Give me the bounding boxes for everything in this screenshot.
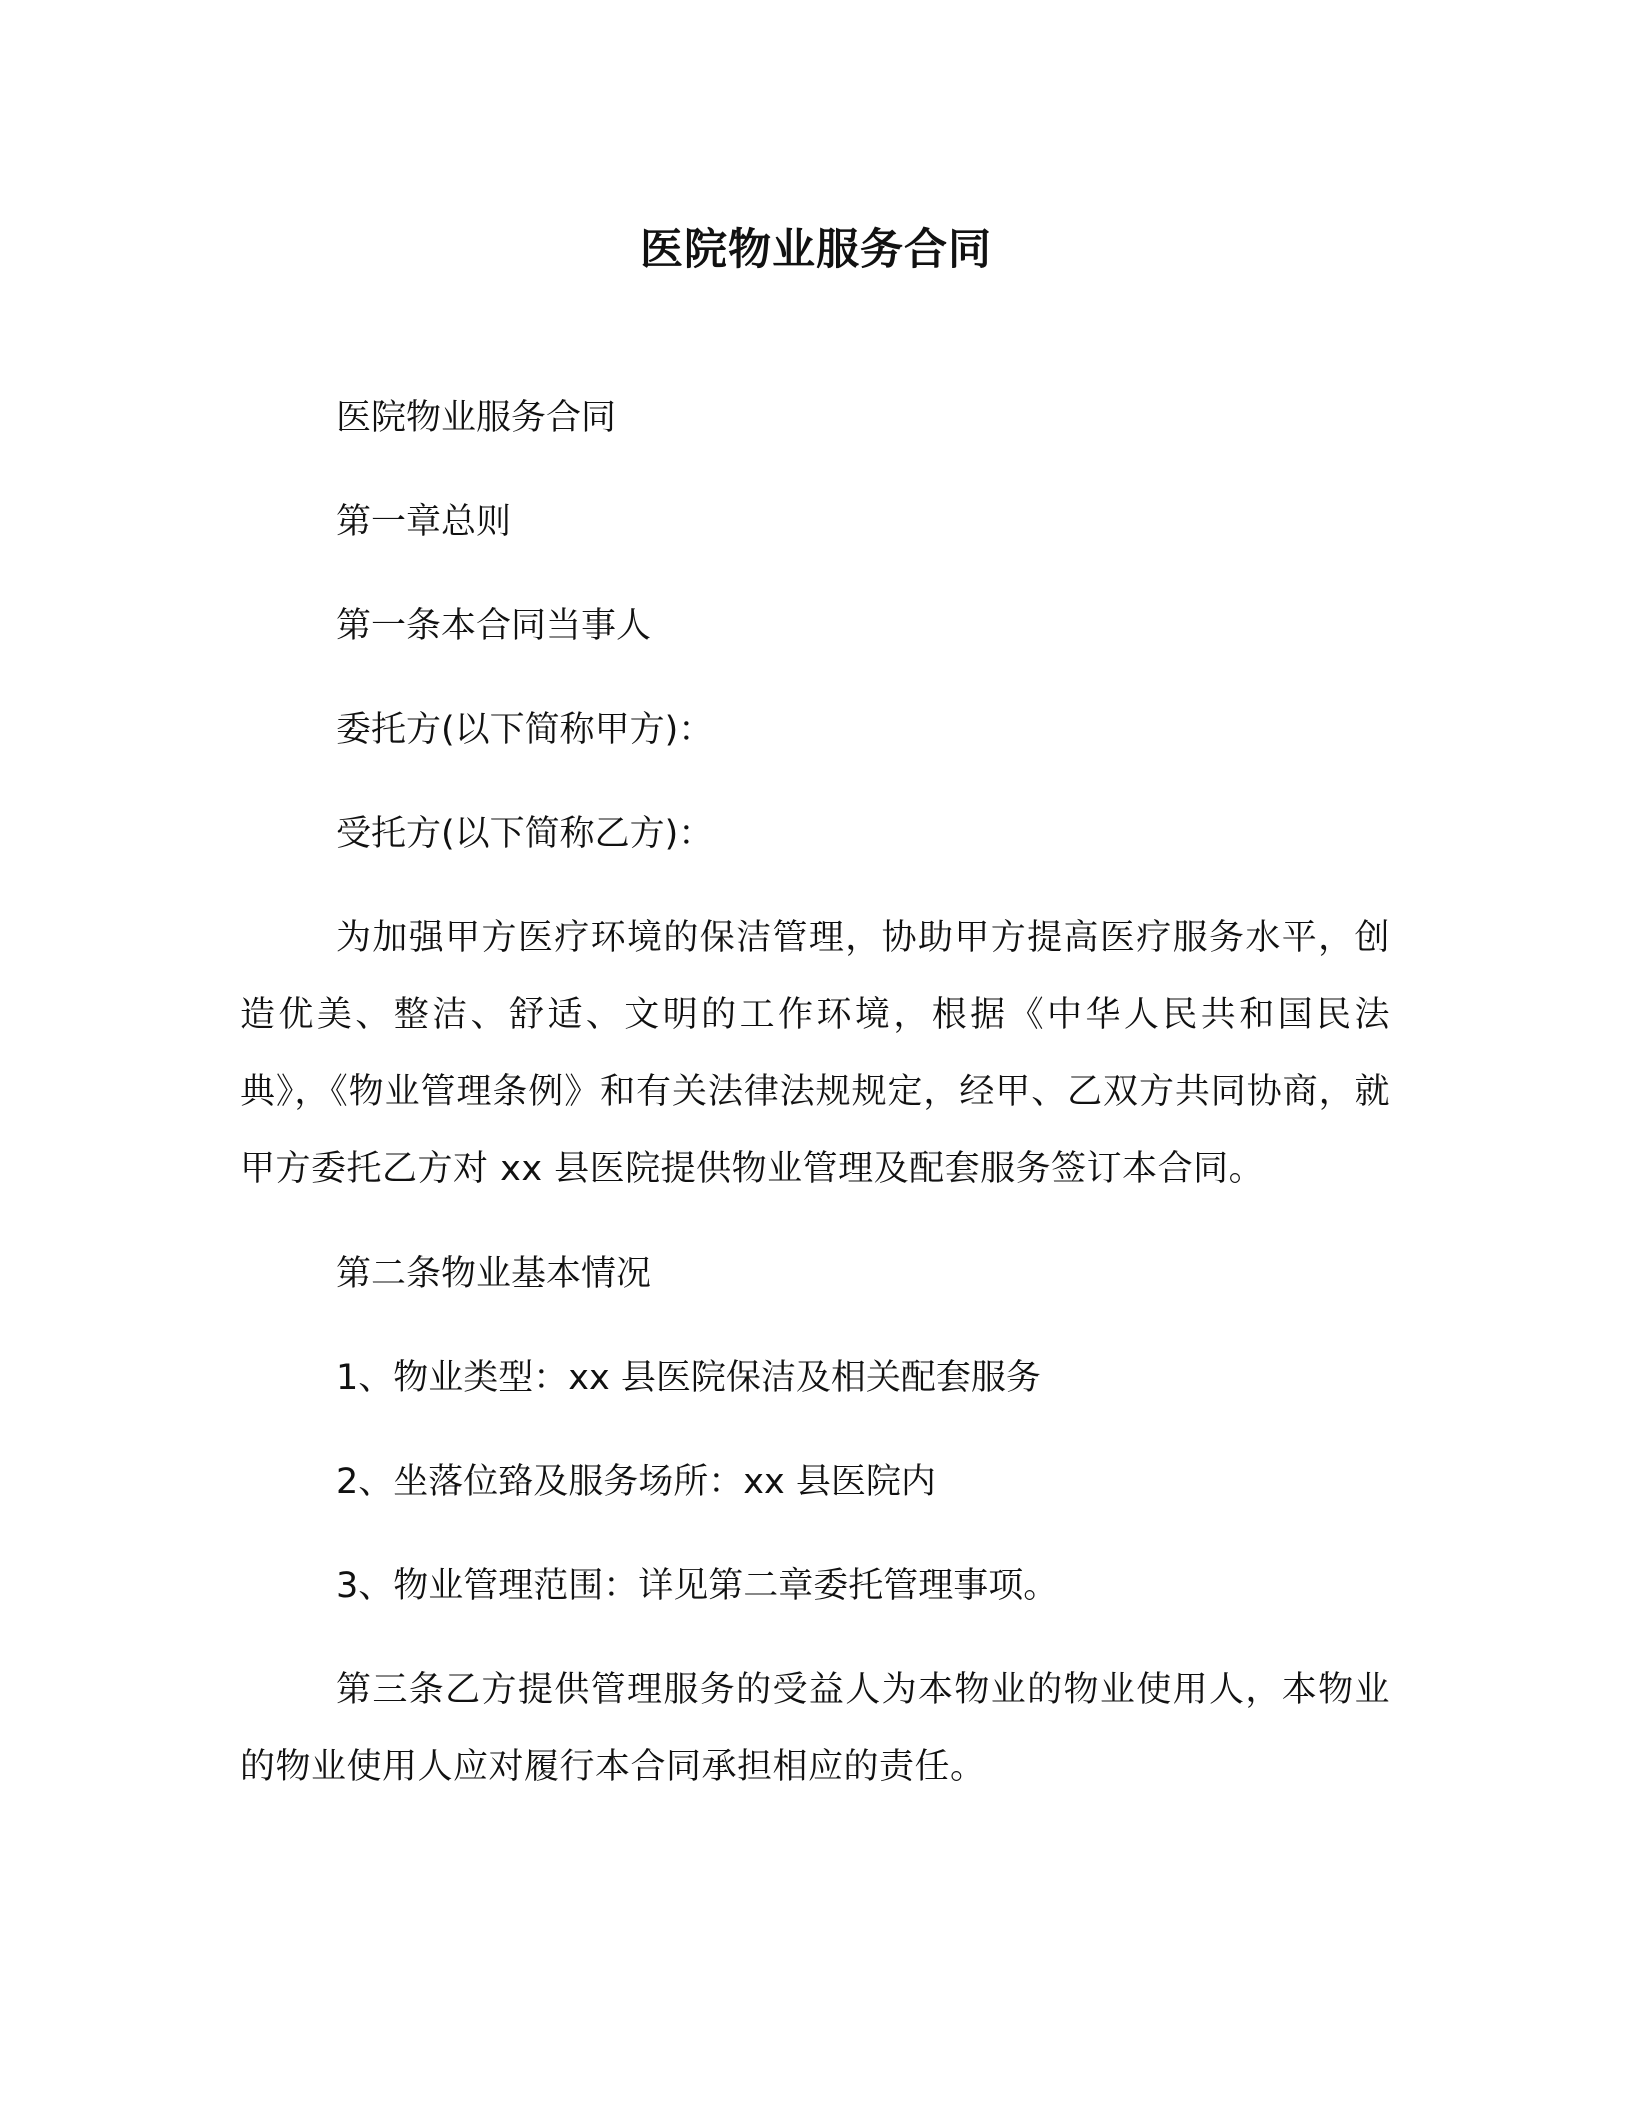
property-item-3: 3、物业管理范围：详见第二章委托管理事项。 xyxy=(336,1566,1059,1606)
preamble-paragraph: 为加强甲方医疗环境的保洁管理，协助甲方提高医疗服务水平，创造优美、整洁、舒适、文明的工作环境，根据《中华人民共和国民法典》，《物业管理条例》和有关法律法规规定，经甲、乙双方共同协商，就甲方委托乙方对 xx 县医院提供物业管理及配套服务签订本合同。 xyxy=(240,918,1390,1189)
document-body xyxy=(240,392,1390,1806)
party-b-line: 受托方(以下简称乙方)： xyxy=(336,814,714,854)
party-a-line: 委托方(以下简称甲方)： xyxy=(336,710,714,750)
property-item-2: 2、坐落位臵及服务场所：xx 县医院内 xyxy=(336,1462,936,1502)
property-item-1: 1、物业类型：xx 县医院保洁及相关配套服务 xyxy=(336,1358,1041,1398)
chapter-heading: 第一章总则 xyxy=(336,502,512,542)
article-1-heading: 第一条本合同当事人 xyxy=(336,606,652,646)
article-2-heading: 第二条物业基本情况 xyxy=(336,1254,652,1294)
document-title: 医院物业服务合同 xyxy=(640,225,992,275)
heading-repeat: 医院物业服务合同 xyxy=(336,398,617,438)
article-3-paragraph: 第三条乙方提供管理服务的受益人为本物业的物业使用人，本物业的物业使用人应对履行本合同承担相应的责任。 xyxy=(240,1670,1390,1787)
